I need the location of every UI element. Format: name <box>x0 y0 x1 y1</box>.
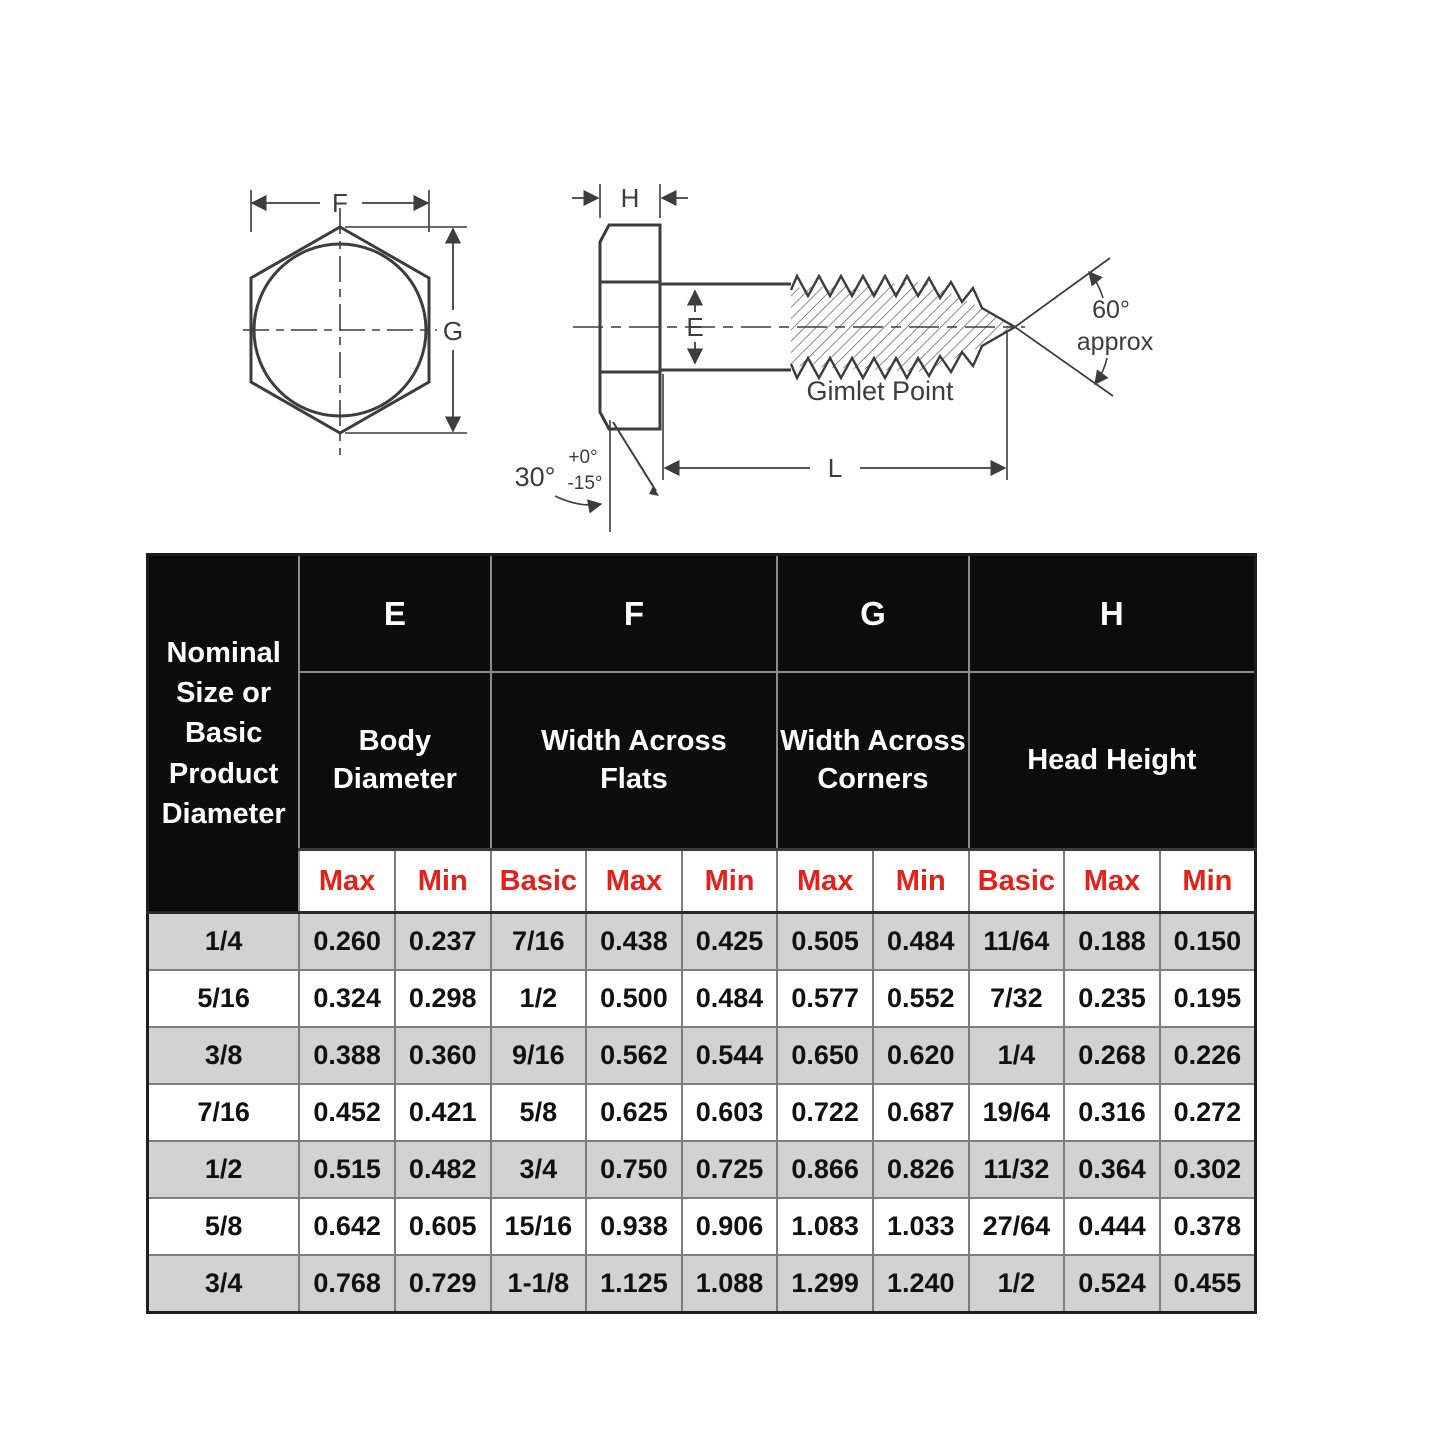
subcol-e-max: Max <box>299 850 395 913</box>
group-letter-e: E <box>299 555 490 673</box>
subcol-h-basic: Basic <box>969 850 1065 913</box>
value-cell: 0.866 <box>777 1141 873 1198</box>
value-cell: 0.388 <box>299 1027 395 1084</box>
value-cell: 1/4 <box>969 1027 1065 1084</box>
value-cell: 0.444 <box>1064 1198 1160 1255</box>
nominal-size-cell: 5/8 <box>148 1198 300 1255</box>
value-cell: 1.125 <box>586 1255 682 1313</box>
value-cell: 0.226 <box>1160 1027 1256 1084</box>
value-cell: 0.687 <box>873 1084 969 1141</box>
value-cell: 0.938 <box>586 1198 682 1255</box>
subcol-g-max: Max <box>777 850 873 913</box>
value-cell: 9/16 <box>491 1027 587 1084</box>
lag-screw-spec-table <box>146 553 1257 1314</box>
value-cell: 15/16 <box>491 1198 587 1255</box>
value-cell: 0.235 <box>1064 970 1160 1027</box>
value-cell: 0.268 <box>1064 1027 1160 1084</box>
value-cell: 0.515 <box>299 1141 395 1198</box>
value-cell: 0.620 <box>873 1027 969 1084</box>
value-cell: 0.722 <box>777 1084 873 1141</box>
subcol-f-basic: Basic <box>491 850 587 913</box>
value-cell: 0.524 <box>1064 1255 1160 1313</box>
group-letter-h: H <box>969 555 1256 673</box>
value-cell: 0.482 <box>395 1141 491 1198</box>
value-cell: 0.378 <box>1160 1198 1256 1255</box>
gimlet-point-label: Gimlet Point <box>806 376 954 406</box>
dim-label-h: H <box>620 183 640 213</box>
nominal-size-cell: 3/8 <box>148 1027 300 1084</box>
value-cell: 0.425 <box>682 913 778 971</box>
group-letter-g: G <box>777 555 968 673</box>
value-cell: 11/32 <box>969 1141 1065 1198</box>
subcol-f-min: Min <box>682 850 778 913</box>
value-cell: 0.603 <box>682 1084 778 1141</box>
value-cell: 0.826 <box>873 1141 969 1198</box>
dim-label-g: G <box>442 316 464 346</box>
subcol-g-min: Min <box>873 850 969 913</box>
group-name-width-across-corners: Width Across Corners <box>777 672 968 850</box>
table-row-1/2 <box>148 1141 1256 1198</box>
dim-label-f: F <box>332 188 348 218</box>
value-cell: 7/32 <box>969 970 1065 1027</box>
tol-minus-label: -15° <box>567 473 603 494</box>
value-cell: 5/8 <box>491 1084 587 1141</box>
value-cell: 1/2 <box>969 1255 1065 1313</box>
table-row-7/16 <box>148 1084 1256 1141</box>
value-cell: 0.452 <box>299 1084 395 1141</box>
value-cell: 1.083 <box>777 1198 873 1255</box>
value-cell: 27/64 <box>969 1198 1065 1255</box>
table-row-3/4 <box>148 1255 1256 1313</box>
value-cell: 0.605 <box>395 1198 491 1255</box>
value-cell: 0.725 <box>682 1141 778 1198</box>
nominal-size-cell: 5/16 <box>148 970 300 1027</box>
value-cell: 0.421 <box>395 1084 491 1141</box>
value-cell: 0.484 <box>682 970 778 1027</box>
group-name-body-diameter: Body Diameter <box>299 672 490 850</box>
value-cell: 0.484 <box>873 913 969 971</box>
nominal-size-cell: 7/16 <box>148 1084 300 1141</box>
table-row-5/8 <box>148 1198 1256 1255</box>
value-cell: 0.237 <box>395 913 491 971</box>
lag-screw-dimension-diagram <box>225 160 1185 545</box>
subcol-h-min: Min <box>1160 850 1256 913</box>
angle-30-label: 30° <box>514 462 556 492</box>
value-cell: 0.552 <box>873 970 969 1027</box>
value-cell: 0.500 <box>586 970 682 1027</box>
value-cell: 19/64 <box>969 1084 1065 1141</box>
value-cell: 0.906 <box>682 1198 778 1255</box>
value-cell: 0.195 <box>1160 970 1256 1027</box>
value-cell: 1.088 <box>682 1255 778 1313</box>
nominal-size-cell: 1/4 <box>148 913 300 971</box>
tol-plus-label: +0° <box>568 447 598 468</box>
value-cell: 0.316 <box>1064 1084 1160 1141</box>
group-letter-f: F <box>491 555 778 673</box>
value-cell: 0.364 <box>1064 1141 1160 1198</box>
value-cell: 0.188 <box>1064 913 1160 971</box>
value-cell: 0.272 <box>1160 1084 1256 1141</box>
table-row-5/16 <box>148 970 1256 1027</box>
angle-60-label: 60° <box>1092 296 1130 324</box>
nominal-size-cell: 3/4 <box>148 1255 300 1313</box>
subcol-f-max: Max <box>586 850 682 913</box>
value-cell: 0.260 <box>299 913 395 971</box>
value-cell: 0.625 <box>586 1084 682 1141</box>
corner-header: Nominal Size or Basic Product Diameter <box>148 555 300 913</box>
value-cell: 1.033 <box>873 1198 969 1255</box>
hex-head-front-view <box>243 190 467 455</box>
value-cell: 0.544 <box>682 1027 778 1084</box>
value-cell: 0.438 <box>586 913 682 971</box>
subcol-e-min: Min <box>395 850 491 913</box>
value-cell: 0.577 <box>777 970 873 1027</box>
value-cell: 1.240 <box>873 1255 969 1313</box>
group-name-head-height: Head Height <box>969 672 1256 850</box>
value-cell: 0.360 <box>395 1027 491 1084</box>
value-cell: 0.324 <box>299 970 395 1027</box>
value-cell: 1.299 <box>777 1255 873 1313</box>
value-cell: 7/16 <box>491 913 587 971</box>
value-cell: 0.505 <box>777 913 873 971</box>
value-cell: 3/4 <box>491 1141 587 1198</box>
table-row-1/4 <box>148 913 1256 971</box>
subcol-h-max: Max <box>1064 850 1160 913</box>
value-cell: 0.650 <box>777 1027 873 1084</box>
value-cell: 0.298 <box>395 970 491 1027</box>
value-cell: 11/64 <box>969 913 1065 971</box>
value-cell: 0.302 <box>1160 1141 1256 1198</box>
table-row-3/8 <box>148 1027 1256 1084</box>
dim-label-e: E <box>686 312 704 342</box>
group-name-width-across-flats: Width Across Flats <box>491 672 778 850</box>
value-cell: 0.729 <box>395 1255 491 1313</box>
value-cell: 0.768 <box>299 1255 395 1313</box>
value-cell: 0.455 <box>1160 1255 1256 1313</box>
dim-label-l: L <box>827 453 843 483</box>
value-cell: 1/2 <box>491 970 587 1027</box>
nominal-size-cell: 1/2 <box>148 1141 300 1198</box>
value-cell: 0.150 <box>1160 913 1256 971</box>
value-cell: 0.562 <box>586 1027 682 1084</box>
value-cell: 1-1/8 <box>491 1255 587 1313</box>
approx-label: approx <box>1076 328 1154 356</box>
value-cell: 0.642 <box>299 1198 395 1255</box>
value-cell: 0.750 <box>586 1141 682 1198</box>
